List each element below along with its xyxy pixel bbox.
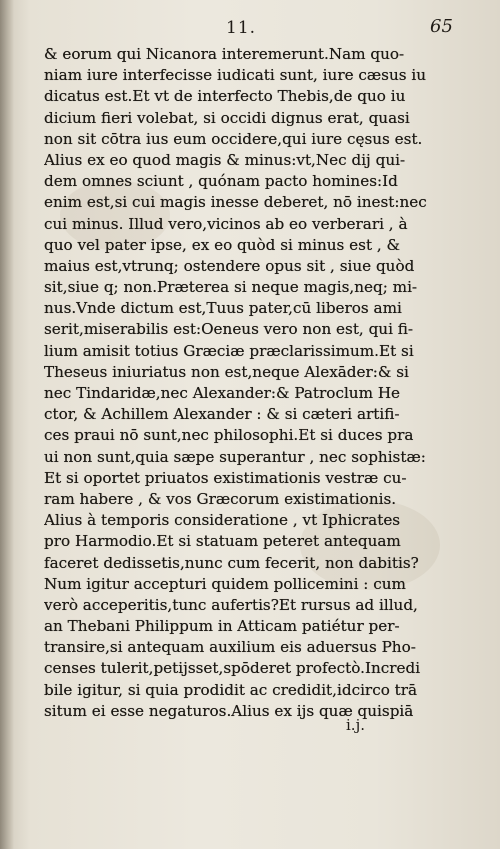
- text-line: serit,miserabilis est:Oeneus vero non est, qui fi-: [44, 320, 414, 339]
- text-line: maius est,vtrunq; ostendere opus sit , siue quòd: [44, 256, 415, 275]
- text-line: lium amisit totius Græciæ præclarissimum.Et si: [44, 341, 414, 360]
- text-line: Alius ex eo quod magis & minus:vt,Nec dij qui-: [44, 150, 406, 169]
- text-line: situm ei esse negaturos.Alius ex ijs quæ quispiā: [44, 701, 414, 720]
- text-line: censes tulerit,petijsset,spōderet profectò.Incredi: [44, 659, 421, 678]
- text-line: dicium fieri volebat, si occidi dignus erat, quasi: [44, 108, 410, 127]
- text-line: quo vel pater ipse, ex eo quòd si minus est , &: [44, 235, 401, 254]
- body-text: [44, 44, 464, 722]
- text-line: cui minus. Illud vero,vicinos ab eo verberari , à: [44, 214, 408, 233]
- text-line: an Thebani Philippum in Atticam patiétur per-: [44, 617, 400, 636]
- text-line: faceret dedissetis,nunc cum fecerit, non dabitis?: [44, 553, 419, 572]
- text-line: verò acceperitis,tunc aufertis?Et rursus ad illud,: [44, 595, 418, 614]
- page-number: 65: [430, 16, 453, 37]
- text-line: Num igitur accepturi quidem pollicemini : cum: [44, 574, 406, 593]
- text-line: non sit cōtra ius eum occidere,qui iure cęsus est.: [44, 129, 423, 148]
- binding-gutter: [0, 0, 14, 849]
- text-line: Et si oportet priuatos existimationis vestræ cu-: [44, 468, 407, 487]
- text-line: & eorum qui Nicanora interemerunt.Nam quo-: [44, 45, 405, 63]
- text-line: ces praui nō sunt,nec philosophi.Et si duces pra: [44, 426, 414, 445]
- text-line: dem omnes sciunt , quónam pacto homines:Id: [44, 172, 398, 191]
- text-line: dicatus est.Et vt de interfecto Thebis,de quo iu: [44, 87, 406, 106]
- text-line: sit,siue q; non.Præterea si neque magis,neq; mi-: [44, 278, 418, 297]
- text-line: transire,si antequam auxilium eis aduersus Pho-: [44, 638, 416, 657]
- running-header: [0, 14, 500, 40]
- text-line: nec Tindaridæ,nec Alexander:& Patroclum He: [44, 384, 401, 402]
- text-line: bile igitur, si quia prodidit ac credidit,idcirco trā: [44, 680, 418, 699]
- text-line: ram habere , & vos Græcorum existimationis.: [44, 489, 397, 508]
- text-line: enim est,si cui magis inesse deberet, nō inest:nec: [44, 193, 427, 212]
- text-line: ctor, & Achillem Alexander : & si cæteri artifi-: [44, 405, 400, 424]
- text-line: Theseus iniuriatus non est,neque Alexāder:& si: [44, 362, 409, 381]
- signature-mark: 11.: [226, 18, 257, 38]
- text-line: Alius à temporis consideratione , vt Iphicrates: [44, 511, 401, 530]
- text-line: pro Harmodio.Et si statuam peteret antequam: [44, 532, 401, 551]
- text-line: nus.Vnde dictum est,Tuus pater,cū liberos ami: [44, 299, 402, 318]
- text-line: ui non sunt,quia sæpe superantur , nec sophistæ:: [44, 447, 426, 466]
- text-line: niam iure interfecisse iudicati sunt, iure cæsus iu: [44, 66, 427, 85]
- catchword: i.j.: [346, 716, 365, 734]
